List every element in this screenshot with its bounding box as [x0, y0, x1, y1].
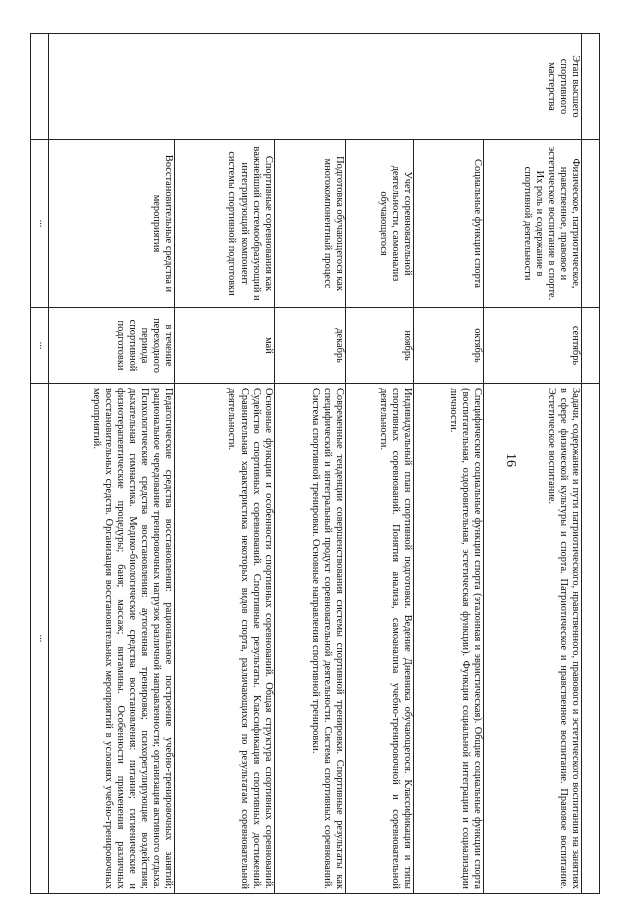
table-cell	[31, 34, 49, 140]
ellipsis-cell: ...	[31, 308, 49, 384]
topic-cell: Физическое, патриотическое, нравственное, правовое и эстетическое воспитание в спорте. Их роль и содержание в спортивной деятельности	[484, 140, 582, 308]
curriculum-table	[30, 33, 600, 894]
table-row	[175, 34, 274, 894]
table-row	[345, 34, 414, 894]
month-cell: сентябрь	[484, 308, 582, 384]
page-number: 16	[503, 453, 518, 467]
month-cell: май	[175, 308, 274, 384]
month-cell: октябрь	[414, 308, 484, 384]
table-cell	[582, 308, 600, 384]
table-row-continuation	[31, 34, 49, 894]
topic-cell: Социальные функции спорта	[414, 140, 484, 308]
description-cell: Основные функции и особенности спортивных соревнований. Общая структура спортивных соревнований. Судейство спортивных соревнований. Спортивные результаты. Классификация спортивных достижений. Сравнительная характеристика некоторых видов спорта, различающихся по результатам соревновательной деятельности.	[175, 384, 274, 894]
month-cell: в течение переходного периода спортивной подготовки	[48, 308, 175, 384]
table-cell	[582, 34, 600, 140]
description-cell: Педагогические средства восстановления: рациональное построение учебно-тренировочных занятий; рациональное чередование тренировочных нагрузок различной направленности; организация активного отдыха. Психологические средства восстановления: аутогенная тренировка; психорегулирующие воздействия; дыхательная гимнастика. Медико-биологические средства восстановления: питание; гигиенические и физиотерапевтические процедуры; баня; массаж; витамины. Особенности применения различных восстановительных средств. Организация восстановительных мероприятий в условиях учебно-тренировочных мероприятий.	[48, 384, 175, 894]
table-row-top	[582, 34, 600, 894]
table-row	[48, 34, 175, 894]
description-cell: Специфические социальные функции спорта (эталонная и эвристическая). Общие социальные функции спорта (воспитательная, оздоровительная, эстетическая функции). Функция социальной интеграции и социализации личности.	[414, 384, 484, 894]
table-row	[414, 34, 484, 894]
description-cell: Задачи, содержание и пути патриотического, нравственного, правового и эстетического воспитания на занятиях в сфере физической культуры и спорта. Патриотическое и нравственное воспитание. Правовое воспитание. Эстетическое воспитание.	[484, 384, 582, 894]
table-row	[274, 34, 345, 894]
topic-cell: Спортивные соревнования как важнейший системообразующий и интегрирующий компонент системы спортивной подготовки	[175, 140, 274, 308]
description-cell: Современные тенденции совершенствования системы спортивной тренировки. Спортивные результаты как специфический и интегральный продукт соревновательной деятельности. Система спортивных соревнований. Система спортивной тренировки. Основные направления спортивной тренировки.	[274, 384, 345, 894]
stage-label: Этап высшего спортивного мастерства	[546, 55, 582, 118]
table-cell	[582, 140, 600, 308]
topic-cell: Учет соревновательной деятельности, самоанализ обучающегося	[345, 140, 414, 308]
ellipsis-cell: ...	[31, 384, 49, 894]
description-cell: Индивидуальный план спортивной подготовки. Ведение Дневника обучающегося. Классификация и типы спортивных соревнований. Понятия анализа, самоанализа учебно-тренировочной и соревновательной деятельности.	[345, 384, 414, 894]
topic-cell: Подготовка обучающегося как многокомпонентный процесс	[274, 140, 345, 308]
ellipsis-cell: ...	[31, 140, 49, 308]
table-cell	[582, 384, 600, 894]
month-cell: ноябрь	[345, 308, 414, 384]
month-cell: декабрь	[274, 308, 345, 384]
table-row	[484, 34, 582, 894]
stage-cell	[48, 34, 581, 140]
topic-cell: Восстановительные средства и мероприятия	[48, 140, 175, 308]
